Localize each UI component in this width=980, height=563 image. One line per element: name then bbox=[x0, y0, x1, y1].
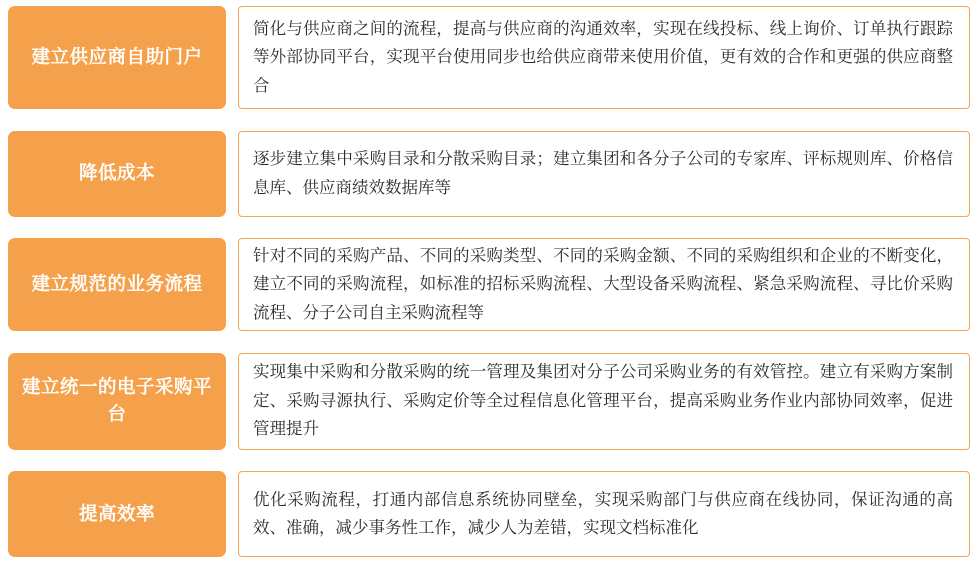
row-label-cost-reduction: 降低成本 bbox=[8, 131, 226, 217]
row-description-standard-process: 针对不同的采购产品、不同的采购类型、不同的采购金额、不同的采购组织和企业的不断变化，建立不同的采购流程，如标准的招标采购流程、大型设备采购流程、紧急采购流程、寻比价采购流程、分子公司自主采购流程等 bbox=[238, 238, 970, 331]
row-label-supplier-portal: 建立供应商自助门户 bbox=[8, 6, 226, 109]
row-description-cost-reduction: 逐步建立集中采购目录和分散采购目录；建立集团和各分子公司的专家库、评标规则库、价格信息库、供应商绩效数据库等 bbox=[238, 131, 970, 217]
row-label-eprocurement-platform: 建立统一的电子采购平台 bbox=[8, 353, 226, 450]
diagram-row bbox=[8, 131, 970, 217]
row-description-supplier-portal: 简化与供应商之间的流程，提高与供应商的沟通效率，实现在线投标、线上询价、订单执行跟踪等外部协同平台，实现平台使用同步也给供应商带来使用价值，更有效的合作和更强的供应商整合 bbox=[238, 6, 970, 109]
diagram-row bbox=[8, 238, 970, 331]
diagram-row bbox=[8, 6, 970, 109]
row-description-eprocurement-platform: 实现集中采购和分散采购的统一管理及集团对分子公司采购业务的有效管控。建立有采购方案制定、采购寻源执行、采购定价等全过程信息化管理平台，提高采购业务作业内部协同效率，促进管理提升 bbox=[238, 353, 970, 450]
diagram-row bbox=[8, 353, 970, 450]
row-label-standard-process: 建立规范的业务流程 bbox=[8, 238, 226, 331]
row-description-efficiency: 优化采购流程，打通内部信息系统协同壁垒，实现采购部门与供应商在线协同，保证沟通的高效、准确，减少事务性工作，减少人为差错，实现文档标准化 bbox=[238, 471, 970, 557]
diagram-row bbox=[8, 471, 970, 557]
row-label-efficiency: 提高效率 bbox=[8, 471, 226, 557]
